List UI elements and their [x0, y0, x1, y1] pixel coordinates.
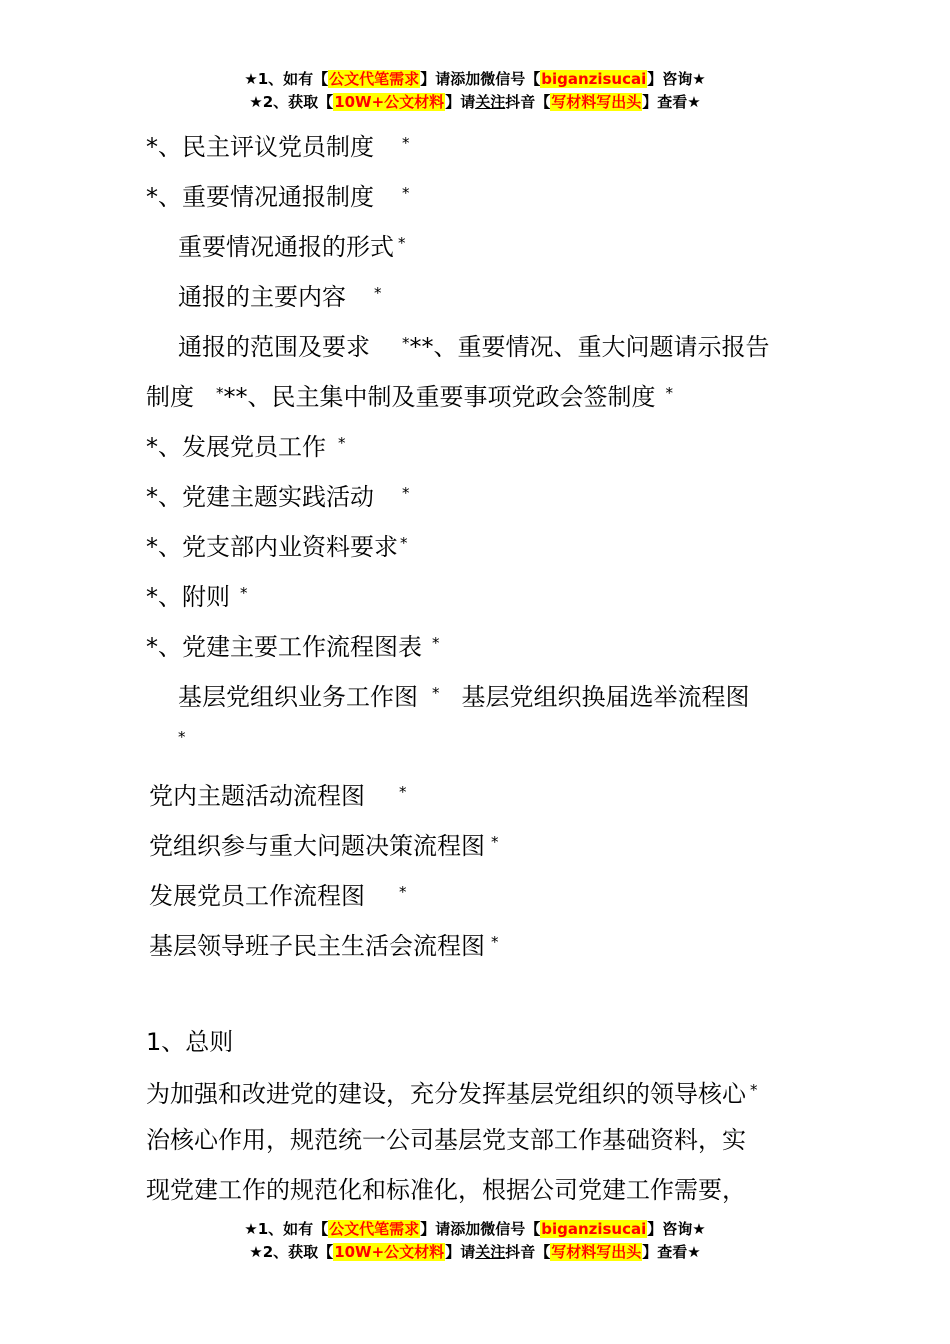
- toc-item: *、党支部内业资料要求 *: [146, 533, 408, 561]
- section-heading: 1、总则: [146, 1028, 234, 1056]
- page-number-star: *: [432, 684, 440, 702]
- toc-item: *、发展党员工作 *: [146, 433, 346, 461]
- toc-item: 发展党员工作流程图 *: [149, 882, 407, 910]
- highlight-materials: 10W+公文材料: [334, 93, 445, 111]
- highlight-service: 公文代笔需求: [329, 1220, 420, 1238]
- page-number-star: *: [402, 334, 410, 352]
- banner-line-1: ★1、如有【公文代笔需求】请添加微信号【biganzisucai】咨询★: [244, 70, 706, 88]
- page-number-star: *: [216, 384, 224, 402]
- page-number-star: *: [665, 384, 673, 402]
- toc-item: [178, 722, 186, 756]
- header-banner: [0, 68, 950, 114]
- page-number-star: *: [178, 728, 186, 746]
- banner-line-1: ★1、如有【公文代笔需求】请添加微信号【biganzisucai】咨询★: [244, 1220, 706, 1238]
- highlight-douyin: 写材料写出头: [551, 93, 642, 111]
- toc-item: 制度 ***、民主集中制及重要事项党政会签制度 *: [146, 383, 673, 411]
- page-number-star: *: [240, 584, 248, 602]
- toc-item: *、党建主题实践活动 *: [146, 483, 410, 511]
- toc-item: *、民主评议党员制度 *: [146, 133, 410, 161]
- toc-item: 通报的范围及要求 ***、重要情况、重大问题请示报告: [178, 333, 770, 361]
- page-number-star: *: [338, 434, 346, 452]
- highlight-materials: 10W+公文材料: [334, 1243, 445, 1261]
- page-number-star: *: [402, 134, 410, 152]
- toc-item: 基层党组织业务工作图 * 基层党组织换届选举流程图: [178, 683, 750, 711]
- toc-item: 重要情况通报的形式 *: [178, 233, 406, 261]
- highlight-wechat-id: biganzisucai: [541, 70, 647, 88]
- page-number-star: *: [491, 933, 499, 951]
- page-number-star: *: [399, 783, 407, 801]
- toc-item: *、附则 *: [146, 583, 248, 611]
- banner-line-2: ★2、获取【10W+公文材料】请关注抖音【写材料写出头】查看★: [249, 93, 701, 111]
- toc-item: 党内主题活动流程图 *: [149, 782, 407, 810]
- body-paragraph-line: 现党建工作的规范化和标准化，根据公司党建工作需要，: [146, 1176, 746, 1204]
- highlight-wechat-id: biganzisucai: [541, 1220, 647, 1238]
- toc-item: *、重要情况通报制度 *: [146, 183, 410, 211]
- page-number-star: *: [400, 534, 408, 552]
- toc-item: *、党建主要工作流程图表 *: [146, 633, 440, 661]
- highlight-service: 公文代笔需求: [329, 70, 420, 88]
- toc-item: 党组织参与重大问题决策流程图 *: [149, 832, 499, 860]
- toc-item: 通报的主要内容 *: [178, 283, 382, 311]
- underline-follow: 关注: [475, 93, 506, 111]
- page-number-star: *: [399, 883, 407, 901]
- page-number-star: *: [402, 184, 410, 202]
- underline-follow: 关注: [475, 1243, 506, 1261]
- toc-item: 基层领导班子民主生活会流程图 *: [149, 932, 499, 960]
- page-number-star: *: [491, 833, 499, 851]
- page-number-star: *: [750, 1081, 758, 1099]
- banner-line-2: ★2、获取【10W+公文材料】请关注抖音【写材料写出头】查看★: [249, 1243, 701, 1261]
- page-number-star: *: [398, 234, 406, 252]
- page-number-star: *: [432, 634, 440, 652]
- footer-banner: [0, 1218, 950, 1264]
- body-paragraph-line: 为加强和改进党的建设，充分发挥基层党组织的领导核心 *: [146, 1080, 758, 1108]
- page-number-star: *: [402, 484, 410, 502]
- highlight-douyin: 写材料写出头: [551, 1243, 642, 1261]
- body-paragraph-line: 治核心作用，规范统一公司基层党支部工作基础资料，实: [146, 1126, 746, 1154]
- page-number-star: *: [374, 284, 382, 302]
